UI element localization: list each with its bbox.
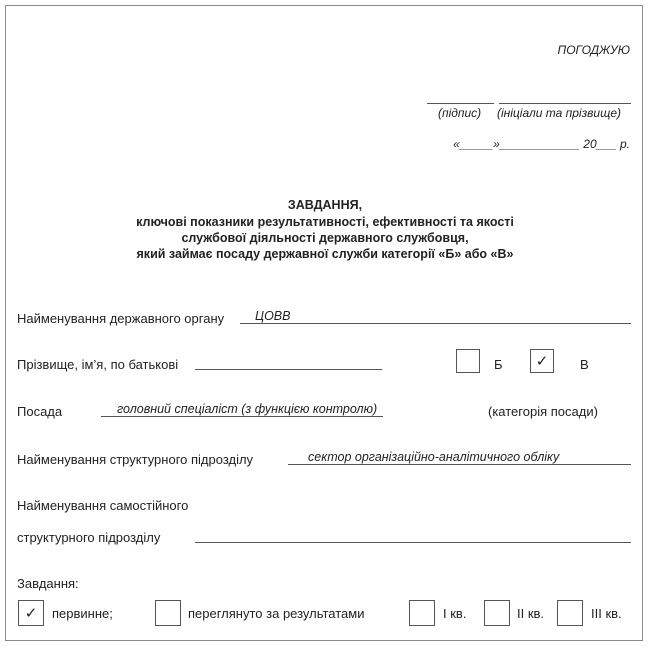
task-q3-checkbox[interactable] xyxy=(557,600,583,626)
task-reviewed-checkbox[interactable] xyxy=(155,600,181,626)
check-icon: ✓ xyxy=(24,604,38,622)
position-category-note: (категорія посади) xyxy=(488,404,598,419)
category-v-label: В xyxy=(580,357,589,372)
full-name-label: Прізвище, ім’я, по батькові xyxy=(17,357,179,372)
unit-value[interactable]: сектор організаційно-аналітичного обліку xyxy=(308,450,560,464)
agency-value[interactable]: ЦОВВ xyxy=(255,309,291,323)
category-b-checkbox[interactable] xyxy=(456,349,480,373)
title-line-2: ключові показники результативності, ефективності та якості xyxy=(136,215,514,229)
approval-date: «_____»____________ 20___ р. xyxy=(453,137,630,151)
category-v-checkbox[interactable] xyxy=(530,349,554,373)
full-name-line xyxy=(195,369,382,370)
agency-label: Найменування державного органу xyxy=(17,311,225,326)
name-line xyxy=(499,103,631,104)
task-primary-checkbox[interactable] xyxy=(18,600,44,626)
position-line xyxy=(101,416,383,417)
title-line-3: службової діяльності державного службовця, xyxy=(181,231,469,245)
signature-label: (підпис) xyxy=(438,106,482,120)
title-line-1: ЗАВДАННЯ, xyxy=(287,198,363,212)
initials-surname-label: (ініціали та прізвище) xyxy=(497,106,621,120)
title-line-4: який займає посаду державної служби категорії «Б» або «В» xyxy=(136,247,514,261)
independent-unit-line xyxy=(195,542,631,543)
tasks-label: Завдання: xyxy=(17,576,79,591)
task-q1-label: І кв. xyxy=(443,606,467,621)
agency-line xyxy=(240,323,631,324)
check-icon: ✓ xyxy=(535,352,549,370)
independent-unit-label-1: Найменування самостійного xyxy=(17,498,189,513)
task-q2-checkbox[interactable] xyxy=(484,600,510,626)
position-value[interactable]: головний спеціаліст (з функцією контролю) xyxy=(117,402,378,416)
task-reviewed-label: переглянуто за результатами xyxy=(188,606,365,621)
task-q1-checkbox[interactable] xyxy=(409,600,435,626)
signature-line xyxy=(427,103,494,104)
task-q2-label: ІІ кв. xyxy=(517,606,545,621)
category-b-label: Б xyxy=(494,357,503,372)
approval-header: ПОГОДЖУЮ xyxy=(557,43,630,57)
unit-line xyxy=(288,464,631,465)
unit-label: Найменування структурного підрозділу xyxy=(17,452,254,467)
task-q3-label: ІІІ кв. xyxy=(591,606,622,621)
task-primary-label: первинне; xyxy=(52,606,113,621)
independent-unit-label-2: структурного підрозділу xyxy=(17,530,161,545)
position-label: Посада xyxy=(17,404,63,419)
